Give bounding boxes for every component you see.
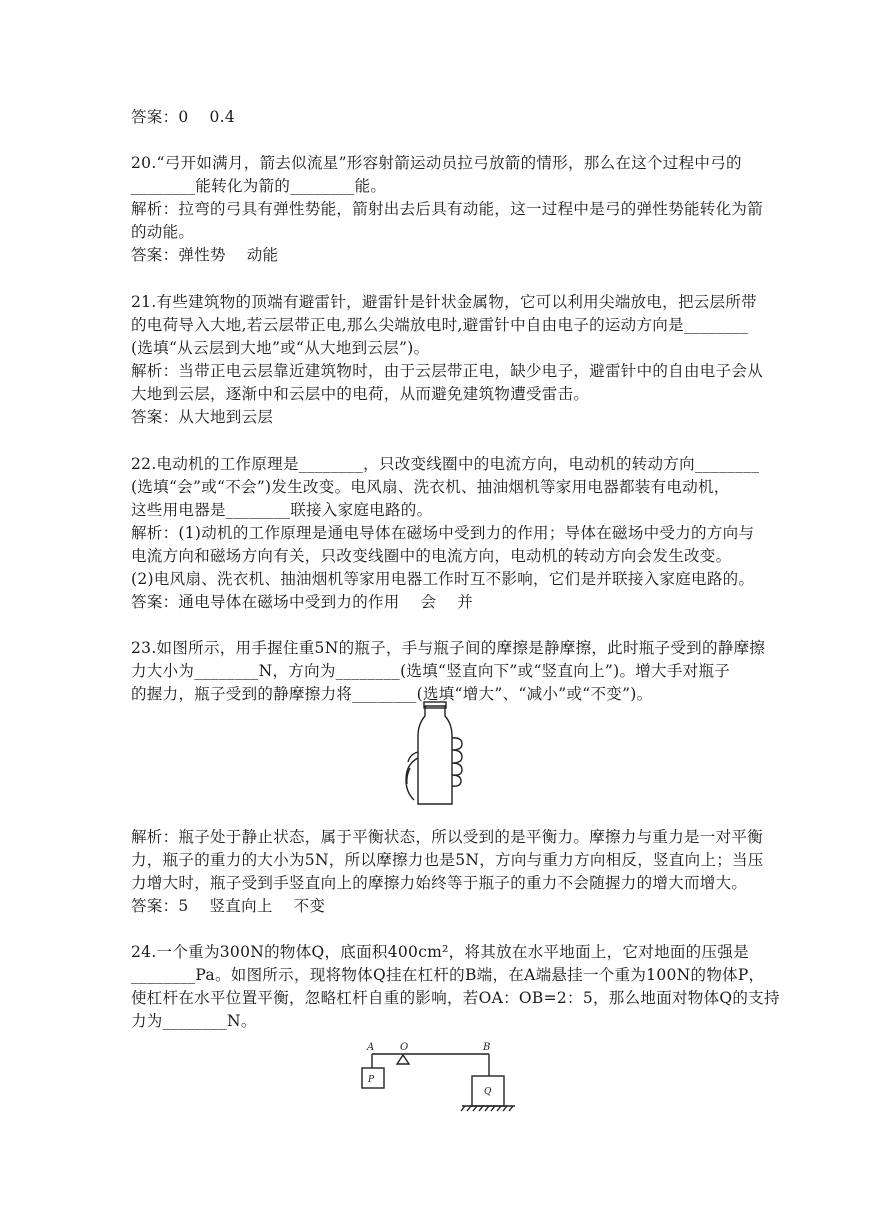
q20-line-1: 20.“弓开如满月，箭去似流星”形容射箭运动员拉弓放箭的情形，那么在这个过程中弓的 — [131, 154, 742, 172]
answer-19: 答案：0 0.4 — [131, 108, 236, 126]
q21-line-1: 21.有些建筑物的顶端有避雷针，避雷针是针状金属物，它可以利用尖端放电，把云层所带 — [131, 293, 757, 311]
q23-line-3: 的握力，瓶子受到的静摩擦力将________(选填“增大”、“减小”或“不变”)。 — [131, 685, 653, 703]
bottle-outline — [418, 706, 452, 804]
q21-analysis-2: 大地到云层，逐渐中和云层中的电荷，从而避免建筑物遭受雷击。 — [131, 385, 590, 403]
q24-line-2: ________Pa。如图所示，现将物体Q挂在杠杆的B端，在A端悬挂一个重为100N的物体P， — [131, 966, 765, 984]
bottle-hand-figure — [400, 700, 480, 808]
q22-line-2: (选填“会”或“不会”)发生改变。电风扇、洗衣机、抽油烟机等家用电器都装有电动机， — [131, 478, 730, 496]
q24-line-1: 24.一个重为300N的物体Q，底面积400cm²，将其放在水平地面上，它对地面的压强是 — [131, 943, 749, 961]
q20-analysis-2: 的动能。 — [131, 223, 195, 241]
q24-line-4: 力为________N。 — [131, 1012, 257, 1030]
q21-line-2: 的电荷导入大地,若云层带正电,那么尖端放电时,避雷针中自由电子的运动方向是________ — [131, 316, 749, 334]
label-a: A — [367, 1042, 375, 1053]
hand-palm — [406, 758, 418, 800]
q23-analysis-3: 力增大时，瓶子受到手竖直向上的摩擦力始终等于瓶子的重力不会随握力的增大而增大。 — [131, 874, 748, 892]
q23-analysis-2: 力，瓶子的重力的大小为5N，所以摩擦力也是5N，方向与重力方向相反，竖直向上；当压 — [131, 851, 764, 869]
q24-line-3: 使杠杆在水平位置平衡，忽略杠杆自重的影响，若OA：OB=2：5，那么地面对物体Q的支持 — [131, 989, 780, 1007]
q23-line-1: 23.如图所示，用手握住重5N的瓶子，手与瓶子间的摩擦是静摩擦，此时瓶子受到的静摩擦 — [131, 639, 766, 657]
q22-analysis-3: (2)电风扇、洗衣机、抽油烟机等家用电器工作时互不影响，它们是并联接入家庭电路的。 — [131, 570, 755, 588]
lever-figure — [355, 1038, 525, 1114]
label-p: P — [368, 1075, 375, 1085]
q23-line-2: 力大小为________N，方向为________(选填“竖直向下”或“竖直向上”)。增大手对瓶子 — [131, 662, 731, 680]
q21-line-3: (选填“从云层到大地”或“从大地到云层”)。 — [131, 339, 430, 357]
q22-line-1: 22.电动机的工作原理是________，只改变线圈中的电流方向，电动机的转动方向________ — [131, 455, 760, 473]
answer-21: 答案：从大地到云层 — [131, 408, 274, 426]
ground-hatch — [461, 1106, 513, 1111]
hand-fingers — [452, 738, 462, 786]
answer-20: 答案：弹性势 动能 — [131, 246, 279, 264]
q22-analysis-1: 解析：(1)动机的工作原理是通电导体在磁场中受到力的作用；导体在磁场中受力的方向与 — [131, 524, 755, 542]
label-b: B — [483, 1042, 491, 1053]
label-o: O — [400, 1042, 409, 1053]
fulcrum — [397, 1055, 409, 1064]
q22-analysis-2: 电流方向和磁场方向有关，只改变线圈中的电流方向，电动机的转动方向会发生改变。 — [131, 547, 732, 565]
q20-line-2: ________能转化为箭的________能。 — [131, 177, 387, 195]
q23-analysis-1: 解析：瓶子处于静止状态，属于平衡状态，所以受到的是平衡力。摩擦力与重力是一对平衡 — [131, 828, 764, 846]
q21-analysis-1: 解析：当带正电云层靠近建筑物时，由于云层带正电，缺少电子，避雷针中的自由电子会从 — [131, 362, 764, 380]
q22-line-3: 这些用电器是________联接入家庭电路的。 — [131, 501, 433, 519]
answer-23: 答案：5 竖直向上 不变 — [131, 897, 326, 915]
answer-22: 答案：通电导体在磁场中受到力的作用 会 并 — [131, 593, 474, 611]
label-q: Q — [484, 1087, 492, 1097]
bottle-cap — [424, 702, 446, 708]
q20-analysis-1: 解析：拉弯的弓具有弹性势能，箭射出去后具有动能，这一过程中是弓的弹性势能转化为箭 — [131, 200, 764, 218]
